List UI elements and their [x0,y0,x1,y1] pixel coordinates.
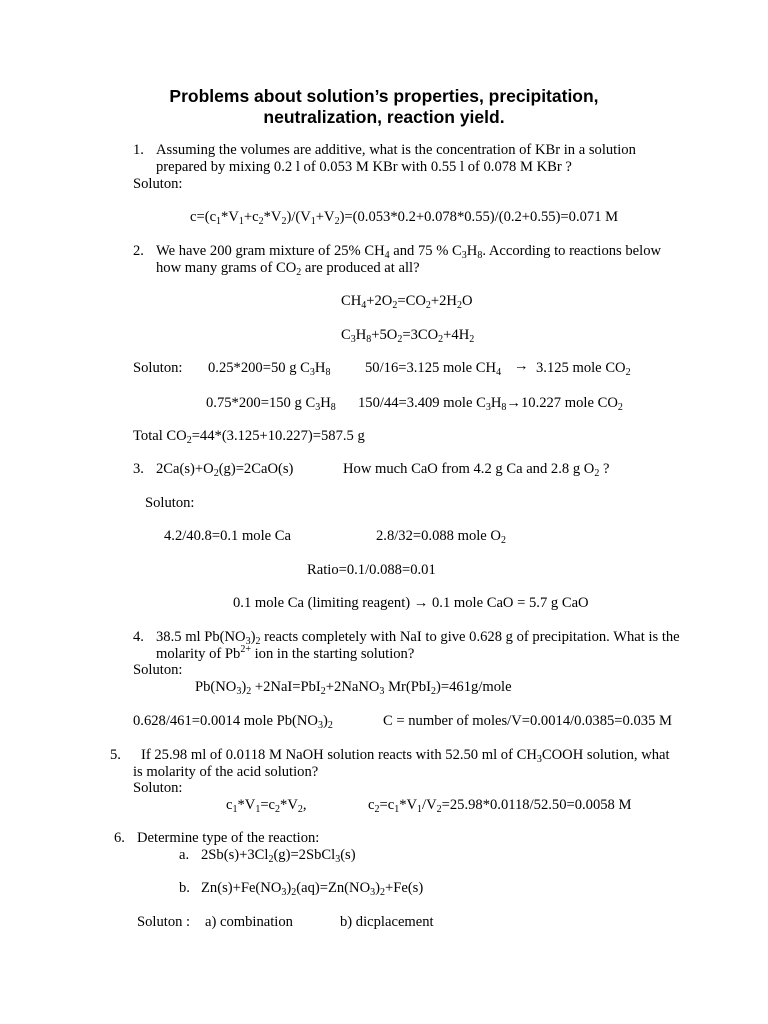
problem-5-number: 5. [110,747,121,763]
problem-4-question-cont: molarity of $Pb^{2+}$ ion in the starting solution? [156,644,415,662]
problem-6-item-a-label: a. [179,847,190,863]
problem-4-equation: $Pb(NO_3)_2$ +2NaI=PbI$_2$+2NaNO$_3$ Mr(PbI$_2$)=461g/mole [195,679,512,697]
problem-4-question: 38.5 ml $Pb(NO_3)_2$ reacts completely with NaI to give 0.628 g of precipitation. What is the [156,629,680,647]
problem-2-reaction-1: $CH_4+2O_2=CO_2+2H_2O$ [341,293,473,311]
problem-2-question-cont: how many grams of $CO_2$ are produced at all? [156,260,420,278]
problem-6-item-a: $2Sb(s)+3Cl_2(g)=2SbCl_3(s)$ [201,847,356,865]
problem-2-calc-1c: 3.125 mole $CO_2$ [536,360,631,378]
problem-6-question: Determine type of the reaction: [137,830,320,846]
problem-3-equation: $2Ca(s)+O_2(g)=2CaO(s)$ [156,461,294,479]
problem-1-solution-label: Soluton: [133,176,183,192]
problem-6-number: 6. [114,830,125,846]
problem-1-number: 1. [133,142,144,158]
page-title: Problems about solution’s properties, precipitation, [169,86,599,106]
problem-2-number: 2. [133,243,144,259]
problem-2-question: We have 200 gram mixture of 25% $CH_4$ and 75 % $C_3H_8$. According to reactions below [156,243,662,261]
problem-6-solution-label: Soluton : [137,914,191,930]
problem-6-item-b: $Zn(s)+Fe(NO_3)_2(aq)=Zn(NO_3)_2+Fe(s)$ [201,880,424,898]
problem-5-question-cont: is molarity of the acid solution? [133,764,319,780]
problem-3-moles-ca: 4.2/40.8=0.1 mole Ca [164,528,291,544]
problem-5-question: If 25.98 ml of 0.0118 M NaOH solution reacts with 52.50 ml of $CH_3COOH$ solution, what [141,747,670,765]
problem-4-number: 4. [133,629,144,645]
problem-6-item-b-label: b. [179,880,190,896]
problem-4-calc-moles: 0.628/461=0.0014 mole $Pb(NO_3)_2$ [133,713,333,731]
problem-2-calc-2b: 150/44=3.409 mole $C_3H_8\to 10.227$ mole $CO_2$ [358,395,623,413]
problem-1-question: Assuming the volumes are additive, what is the concentration of KBr in a solution [156,142,636,158]
problem-2-total: Total $CO_2=44*(3.125+10.227)=587.5$ g [133,428,365,446]
problem-4-solution-label: Soluton: [133,662,183,678]
problem-1-formula: $c=(c_1*V_1+c_2*V_2)/(V_1+V_2)=(0.053*0.2+0.078*0.55)/(0.2+0.55)=0.071$ M [190,209,619,227]
problem-3-ratio: Ratio=0.1/0.088=0.01 [307,562,436,578]
problem-2-reaction-2: $C_3H_8+5O_2=3CO_2+4H_2$ [341,327,475,345]
problem-6-answer-b: b) dicplacement [340,914,434,930]
problem-2-calc-2a: 0.75*200=150 g $C_3H_8$ [206,395,336,413]
problem-1-question-cont: prepared by mixing 0.2 l of 0.053 M KBr with 0.55 l of 0.078 M KBr ? [156,159,572,175]
arrow-icon: → [514,358,529,374]
page-title-line-2: neutralization, reaction yield. [263,107,505,127]
problem-4-calc-concentration: C = number of moles/V=0.0014/0.0385=0.035 M [383,713,672,729]
problem-2-calc-1b: 50/16=3.125 mole $CH_4$ [365,360,502,378]
problem-3-solution-label: Soluton: [145,495,195,511]
problem-5-solution-label: Soluton: [133,780,183,796]
problem-3-number: 3. [133,461,144,477]
problem-5-formula-1: $c_1*V_1=c_2*V_2$, [226,797,307,815]
problem-3-limiting: 0.1 mole Ca (limiting reagent) → 0.1 mole CaO = 5.7 g CaO [233,595,589,611]
problem-2-solution-label: Soluton: [133,360,183,376]
problem-3-question: How much CaO from 4.2 g Ca and 2.8 g $O_2$ ? [343,461,610,479]
problem-2-calc-1a: 0.25*200=50 g $C_3H_8$ [208,360,331,378]
problem-5-formula-2: $c_2=c_1*V_1/V_2=25.98*0.0118/52.50=0.0058$ M [368,797,632,815]
problem-6-answer-a: a) combination [205,914,293,930]
problem-3-moles-o2: 2.8/32=0.088 mole $O_2$ [376,528,506,546]
